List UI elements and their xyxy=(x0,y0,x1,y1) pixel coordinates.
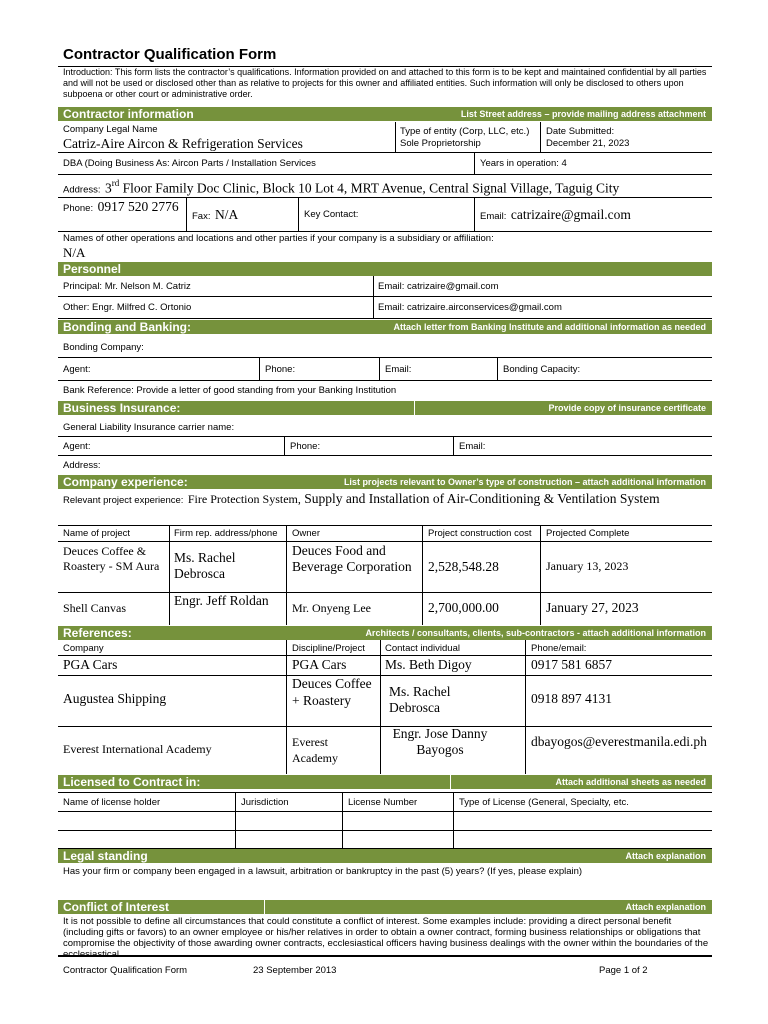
license-row-1[interactable] xyxy=(58,812,712,829)
ref-company[interactable]: PGA Cars xyxy=(63,657,118,672)
ref-col-header-phone: Phone/email: xyxy=(531,643,587,654)
years-field[interactable]: Years in operation: 4 xyxy=(480,158,567,169)
col-header-owner: Owner xyxy=(292,528,320,539)
section-bar-legal xyxy=(58,849,712,863)
projected-complete[interactable]: January 27, 2023 xyxy=(546,600,639,615)
insurance-email-field[interactable]: Email: xyxy=(459,441,486,452)
section-note: Architects / consultants, clients, sub-contractors - attach additional information xyxy=(365,628,706,638)
address-field[interactable]: Address: 3rd Floor Family Doc Clinic, Block 10 Lot 4, MRT Avenue, Central Signal Village, Taguig City xyxy=(63,178,620,196)
col-header-firm-rep: Firm rep. address/phone xyxy=(174,528,278,539)
ref-contact[interactable]: Ms. Beth Digoy xyxy=(385,657,472,672)
legal-question[interactable]: Has your firm or company been engaged in a lawsuit, arbitration or bankruptcy in the past (5) years? (If yes, please explain) xyxy=(63,866,583,877)
ref-col-header-contact: Contact individual xyxy=(385,643,460,654)
entity-value[interactable]: Sole Proprietorship xyxy=(400,138,481,149)
ref-col-header-company: Company xyxy=(63,643,104,654)
license-col-header-holder: Name of license holder xyxy=(63,797,161,808)
ref-discipline[interactable]: Everest Academy xyxy=(292,735,338,765)
projected-complete[interactable]: January 13, 2023 xyxy=(546,559,629,573)
section-note: Provide copy of insurance certificate xyxy=(548,403,706,413)
footer-date: 23 September 2013 xyxy=(253,965,337,976)
relevant-experience-field[interactable]: Relevant project experience: Fire Protection System, Supply and Installation of Air-Conditioning & Ventilation System xyxy=(63,491,660,506)
firm-rep[interactable]: Engr. Jeff Roldan xyxy=(174,593,269,608)
section-note: List projects relevant to Owner’s type of construction – attach additional information xyxy=(343,477,706,487)
section-bar-personnel xyxy=(58,262,712,276)
other-personnel-field[interactable]: Other: Engr. Milfred C. Ortonio xyxy=(63,302,192,313)
ref-phone[interactable]: 0918 897 4131 xyxy=(531,691,612,706)
section-title: Business Insurance: xyxy=(63,401,181,415)
firm-rep[interactable]: Ms. Rachel Debrosca xyxy=(174,550,236,581)
license-row-2[interactable] xyxy=(58,831,712,847)
section-note: Attach letter from Banking Institute and additional information as needed xyxy=(393,322,706,332)
form-title: Contractor Qualification Form xyxy=(63,46,277,63)
section-title: Conflict of Interest xyxy=(63,900,170,914)
project-cost[interactable]: 2,528,548.28 xyxy=(428,559,499,574)
section-title: Personnel xyxy=(63,262,122,276)
section-bar-conflict xyxy=(58,900,712,914)
section-title: Contractor information xyxy=(63,107,194,121)
key-contact-field[interactable]: Key Contact: xyxy=(304,209,359,220)
conflict-text: It is not possible to define all circumstances that could constitute a conflict of interest. Some examples include: providing a direct personal benefit (including gifts or favors) to an owner employee or his/her relatives in order to obtain a owner contract, forming business relationships or obligations that compromise the objectivity of those awarding owner contracts, ecclesiastical officers having business dealings with the owner within the boundaries of the xyxy=(63,916,709,949)
section-bar-bonding xyxy=(58,320,712,334)
section-note: List Street address – provide mailing address attachment xyxy=(460,109,706,119)
dba-field[interactable]: DBA (Doing Business As: Aircon Parts / Installation Services xyxy=(63,158,316,169)
col-header-cost: Project construction cost xyxy=(428,528,532,539)
entity-label: Type of entity (Corp, LLC, etc.) xyxy=(400,126,530,137)
bank-reference-field[interactable]: Bank Reference: Provide a letter of good standing from your Banking Institution xyxy=(63,385,397,396)
email-field[interactable]: Email: catrizaire@gmail.com xyxy=(480,207,631,222)
ref-contact[interactable]: Engr. Jose Danny Bayogos xyxy=(392,726,488,757)
principal-field[interactable]: Principal: Mr. Nelson M. Catriz xyxy=(63,281,191,292)
carrier-field[interactable]: General Liability Insurance carrier name: xyxy=(63,422,235,433)
owner[interactable]: Deuces Food and Beverage Corporation xyxy=(292,543,412,574)
section-title: Licensed to Contract in: xyxy=(63,775,201,789)
legal-name-label: Company Legal Name xyxy=(63,124,158,135)
ref-contact[interactable]: Ms. Rachel Debrosca xyxy=(389,684,451,715)
ref-discipline[interactable]: PGA Cars xyxy=(292,657,347,672)
section-title: Company experience: xyxy=(63,475,188,489)
bonding-company-field[interactable]: Bonding Company: xyxy=(63,342,144,353)
date-label: Date Submitted: xyxy=(546,126,615,137)
footer-form-name: Contractor Qualification Form xyxy=(63,965,188,976)
other-ops-value[interactable]: N/A xyxy=(63,245,86,260)
section-note: Attach additional sheets as needed xyxy=(555,777,706,787)
col-header-project: Name of project xyxy=(63,528,131,539)
section-bar-insurance xyxy=(58,401,712,415)
bonding-agent-field[interactable]: Agent: xyxy=(63,364,91,375)
section-title: Legal standing xyxy=(63,849,148,863)
section-bar-experience xyxy=(58,475,712,489)
section-bar-references xyxy=(58,626,712,640)
section-title: Bonding and Banking: xyxy=(63,320,191,334)
ref-phone[interactable]: dbayogos@everestmanila.edi.ph xyxy=(531,734,707,749)
section-note: Attach explanation xyxy=(625,902,706,912)
ref-col-header-discipline: Discipline/Project xyxy=(292,643,365,654)
ref-company[interactable]: Everest International Academy xyxy=(63,742,212,756)
date-value[interactable]: December 21, 2023 xyxy=(546,138,630,149)
ref-company[interactable]: Augustea Shipping xyxy=(63,691,167,706)
other-email-field[interactable]: Email: catrizaire.airconservices@gmail.com xyxy=(378,302,562,313)
phone-field[interactable]: Phone: 0917 520 2776 xyxy=(63,199,179,214)
section-bar-licensed xyxy=(58,775,712,789)
license-col-header-jurisdiction: Jurisdiction xyxy=(241,797,289,808)
insurance-agent-field[interactable]: Agent: xyxy=(63,441,91,452)
bonding-email-field[interactable]: Email: xyxy=(385,364,412,375)
footer-page: Page 1 of 2 xyxy=(599,965,648,976)
bonding-capacity-field[interactable]: Bonding Capacity: xyxy=(503,364,581,375)
principal-email-field[interactable]: Email: catrizaire@gmail.com xyxy=(378,281,499,292)
ref-discipline[interactable]: Deuces Coffee + Roastery xyxy=(292,676,372,708)
project-name[interactable]: Deuces Coffee & Roastery - SM Aura xyxy=(63,544,160,573)
col-header-complete: Projected Complete xyxy=(546,528,630,539)
legal-name-value[interactable]: Catriz-Aire Aircon & Refrigeration Services xyxy=(63,136,303,151)
project-name[interactable]: Shell Canvas xyxy=(63,601,126,615)
other-ops-label: Names of other operations and locations and other parties if your company is a subsidiary or affiliation: xyxy=(63,233,494,244)
section-note: Attach explanation xyxy=(625,851,706,861)
bonding-phone-field[interactable]: Phone: xyxy=(265,364,296,375)
section-bar-contractor xyxy=(58,107,712,121)
intro-text: Introduction: This form lists the contractor’s qualifications. Information provided on and attached to this form is to be kept and maintained confidential by all parties and will not be used or disclosed other than as relative to projects for this owner and affiliated entities. Such information will only be disclosed to others upon subpoena or other court or administrative order. xyxy=(63,67,707,99)
fax-field[interactable]: Fax: N/A xyxy=(192,207,239,222)
project-cost[interactable]: 2,700,000.00 xyxy=(428,600,499,615)
section-title: References: xyxy=(63,626,132,640)
ref-phone[interactable]: 0917 581 6857 xyxy=(531,657,612,672)
insurance-phone-field[interactable]: Phone: xyxy=(290,441,321,452)
license-col-header-type: Type of License (General, Specialty, etc. xyxy=(459,797,629,808)
insurance-address-field[interactable]: Address: xyxy=(63,460,101,471)
owner[interactable]: Mr. Onyeng Lee xyxy=(292,601,371,615)
license-col-header-number: License Number xyxy=(348,797,418,808)
